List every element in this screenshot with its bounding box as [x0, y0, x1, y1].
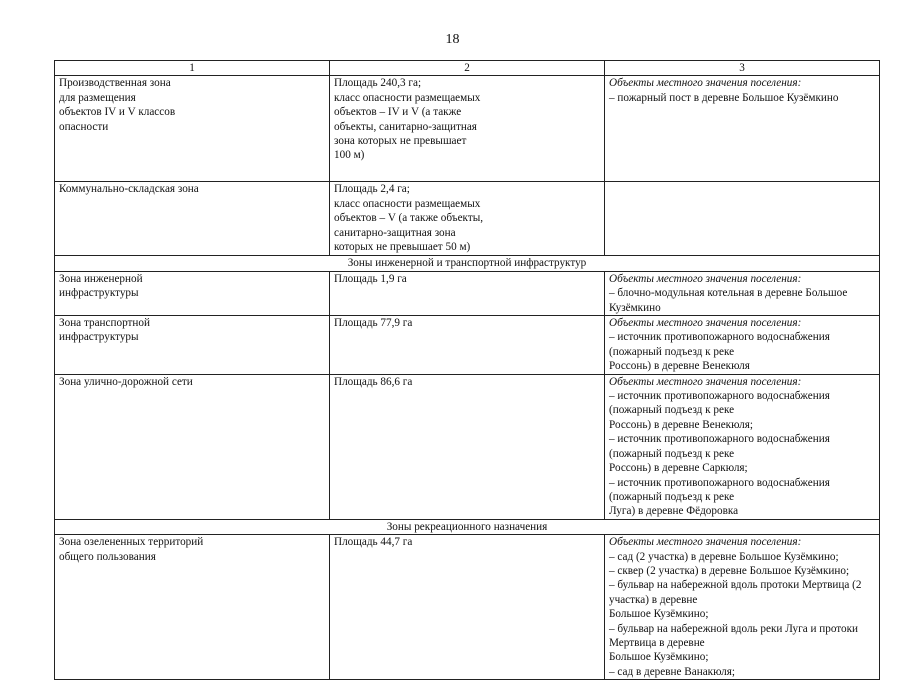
area-cell	[330, 316, 605, 375]
object-item-continued: Большое Кузёмкино;	[609, 608, 709, 621]
table-row	[55, 316, 880, 375]
zone-text: инфраструктуры	[59, 287, 139, 300]
object-item: – источник противопожарного водоснабжения (пожарный подъезд к реке	[609, 330, 875, 359]
area-text: Площадь 1,9 га	[334, 272, 407, 285]
zone-cell	[55, 76, 330, 182]
zone-text: объектов IV и V классов	[59, 106, 176, 119]
zone-text: опасности	[59, 120, 109, 133]
objects-title: Объекты местного значения поселения:	[609, 317, 802, 330]
object-item-continued: Россонь) в деревне Венекюля;	[609, 418, 754, 431]
zone-text: Коммунально-складская зона	[59, 183, 199, 196]
table-row	[55, 271, 880, 315]
zone-text: Зона транспортной	[59, 317, 150, 330]
object-item: – бульвар на набережной вдоль протоки Мертвица (2 участка) в деревне	[609, 578, 875, 607]
objects-title: Объекты местного значения поселения:	[609, 536, 802, 549]
area-text: Площадь 44,7 га	[334, 536, 413, 549]
object-item: – источник противопожарного водоснабжения (пожарный подъезд к реке	[609, 432, 875, 461]
column-header: 3	[605, 61, 880, 76]
area-cell	[330, 76, 605, 182]
zone-text: Зона озелененных территорий	[59, 536, 204, 549]
area-text: Площадь 2,4 га;	[334, 183, 410, 196]
area-cell	[330, 271, 605, 315]
object-item-continued: Россонь) в деревне Венекюля	[609, 360, 750, 373]
object-item: – источник противопожарного водоснабжения (пожарный подъезд к реке	[609, 389, 875, 418]
area-text: Площадь 77,9 га	[334, 317, 413, 330]
area-text: класс опасности размещаемых	[334, 91, 481, 104]
objects-cell	[605, 182, 880, 256]
objects-cell	[605, 374, 880, 519]
section-row	[55, 519, 880, 534]
section-row	[55, 256, 880, 271]
zone-text: для размещения	[59, 91, 136, 104]
objects-cell	[605, 271, 880, 315]
table-row	[55, 535, 880, 680]
area-cell	[330, 374, 605, 519]
object-item-continued: Россонь) в деревне Саркюля;	[609, 462, 748, 475]
zones-table	[54, 60, 880, 680]
area-text: зона которых не превышает	[334, 135, 467, 148]
column-header: 1	[55, 61, 330, 76]
area-text: объектов – IV и V (а также	[334, 106, 462, 119]
column-header: 2	[330, 61, 605, 76]
area-text: Площадь 86,6 га	[334, 375, 413, 388]
object-item: – блочно-модульная котельная в деревне Большое Кузёмкино	[609, 286, 875, 315]
zone-text: инфраструктуры	[59, 331, 139, 344]
objects-cell	[605, 316, 880, 375]
section-title: Зоны рекреационного назначения	[55, 519, 880, 534]
object-item: – сквер (2 участка) в деревне Большое Кузёмкино;	[609, 564, 875, 578]
object-item: – сад (2 участка) в деревне Большое Кузёмкино;	[609, 550, 875, 564]
area-text: санитарно-защитная зона	[334, 226, 456, 239]
area-text: объекты, санитарно-защитная	[334, 120, 477, 133]
section-title: Зоны инженерной и транспортной инфраструктур	[55, 256, 880, 271]
area-cell	[330, 182, 605, 256]
table-row	[55, 76, 880, 182]
zone-text: общего пользования	[59, 550, 156, 563]
area-text: объектов – V (а также объекты,	[334, 212, 484, 225]
page-number: 18	[445, 32, 460, 47]
table-row	[55, 374, 880, 519]
zone-cell	[55, 182, 330, 256]
table-header-row	[55, 61, 880, 76]
zone-cell	[55, 535, 330, 680]
zone-cell	[55, 316, 330, 375]
zone-cell	[55, 271, 330, 315]
objects-cell	[605, 76, 880, 182]
area-text: Площадь 240,3 га;	[334, 77, 422, 90]
objects-title: Объекты местного значения поселения:	[609, 77, 802, 90]
area-text: которых не превышает 50 м)	[334, 241, 471, 254]
objects-cell	[605, 535, 880, 680]
object-item: – источник противопожарного водоснабжения (пожарный подъезд к реке	[609, 476, 875, 505]
area-text: класс опасности размещаемых	[334, 197, 481, 210]
objects-title: Объекты местного значения поселения:	[609, 375, 802, 388]
object-item-continued: Большое Кузёмкино;	[609, 651, 709, 664]
zone-cell	[55, 374, 330, 519]
object-item: – пожарный пост в деревне Большое Кузёмкино	[609, 91, 875, 105]
area-cell	[330, 535, 605, 680]
area-text: 100 м)	[334, 149, 365, 162]
zone-text: Зона инженерной	[59, 272, 143, 285]
table-row	[55, 182, 880, 256]
object-item-continued: Луга) в деревне Фёдоровка	[609, 505, 739, 518]
zone-text: Зона улично-дорожной сети	[59, 375, 193, 388]
object-item: – сад в деревне Ванакюля;	[609, 665, 875, 679]
object-item: – бульвар на набережной вдоль реки Луга и протоки Мертвица в деревне	[609, 622, 875, 651]
objects-title: Объекты местного значения поселения:	[609, 272, 802, 285]
zone-text: Производственная зона	[59, 77, 171, 90]
